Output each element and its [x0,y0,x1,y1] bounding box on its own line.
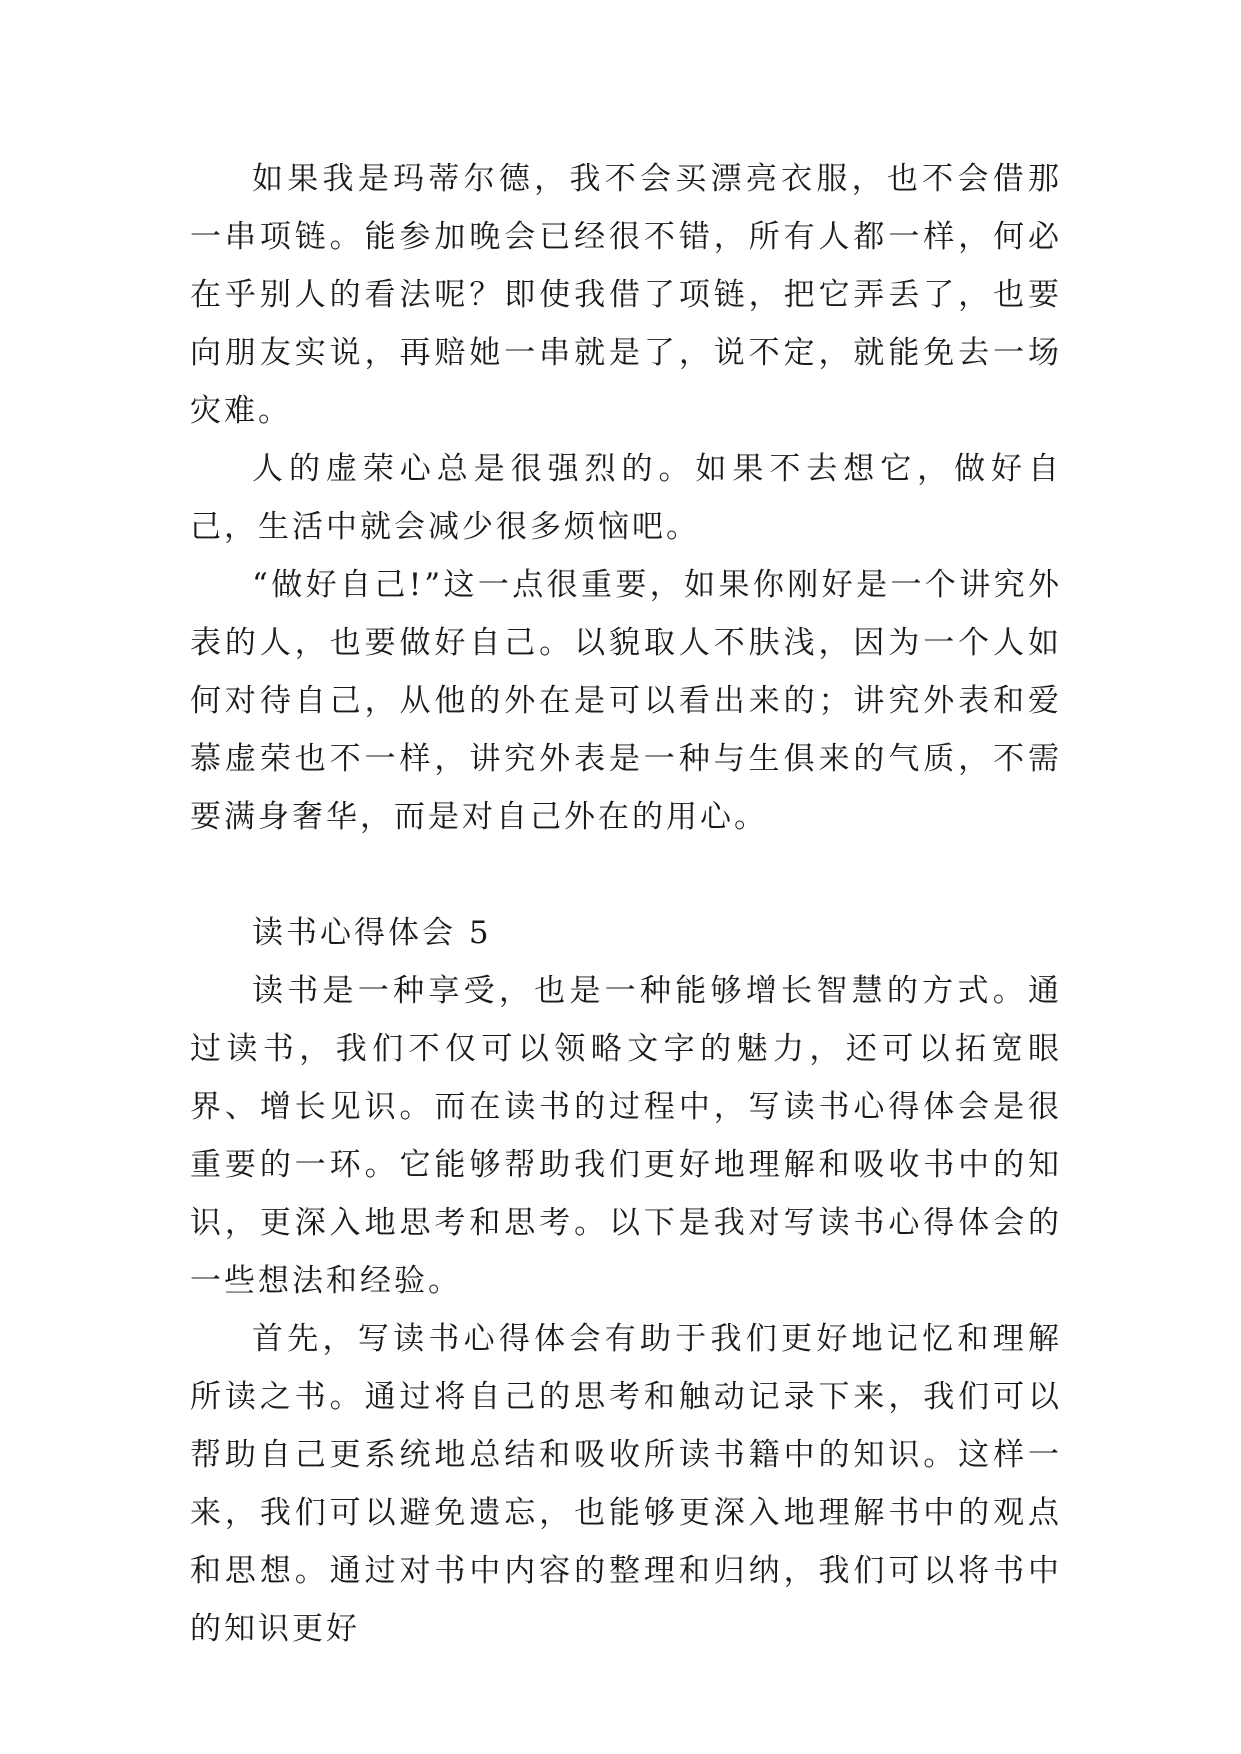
paragraph-4: 读书是一种享受，也是一种能够增长智慧的方式。通过读书，我们不仅可以领略文字的魅力，还可以拓宽眼界、增长见识。而在读书的过程中，写读书心得体会是很重要的一环。它能够帮助我们更好地理解和吸收书中的知识，更深入地思考和思考。以下是我对写读书心得体会的一些想法和经验。 [190,973,1062,1299]
paragraph-3: “做好自己!”这一点很重要，如果你刚好是一个讲究外表的人，也要做好自己。以貌取人不肤浅，因为一个人如何对待自己，从他的外在是可以看出来的；讲究外表和爱慕虚荣也不一样，讲究外表是一种与生俱来的气质，不需要满身奢华，而是对自己外在的用心。 [190,567,1062,835]
section-title: 读书心得体会 5 [252,915,492,951]
document-body [190,150,1062,1658]
paragraph-2: 人的虚荣心总是很强烈的。如果不去想它，做好自己，生活中就会减少很多烦恼吧。 [190,451,1062,545]
paragraph-5: 首先，写读书心得体会有助于我们更好地记忆和理解所读之书。通过将自己的思考和触动记录下来，我们可以帮助自己更系统地总结和吸收所读书籍中的知识。这样一来，我们可以避免遗忘，也能够更深入地理解书中的观点和思想。通过对书中内容的整理和归纳，我们可以将书中的知识更好 [190,1321,1062,1647]
paragraph-1: 如果我是玛蒂尔德，我不会买漂亮衣服，也不会借那一串项链。能参加晚会已经很不错，所有人都一样，何必在乎别人的看法呢？即使我借了项链，把它弄丢了，也要向朋友实说，再赔她一串就是了，说不定，就能免去一场灾难。 [190,161,1062,429]
